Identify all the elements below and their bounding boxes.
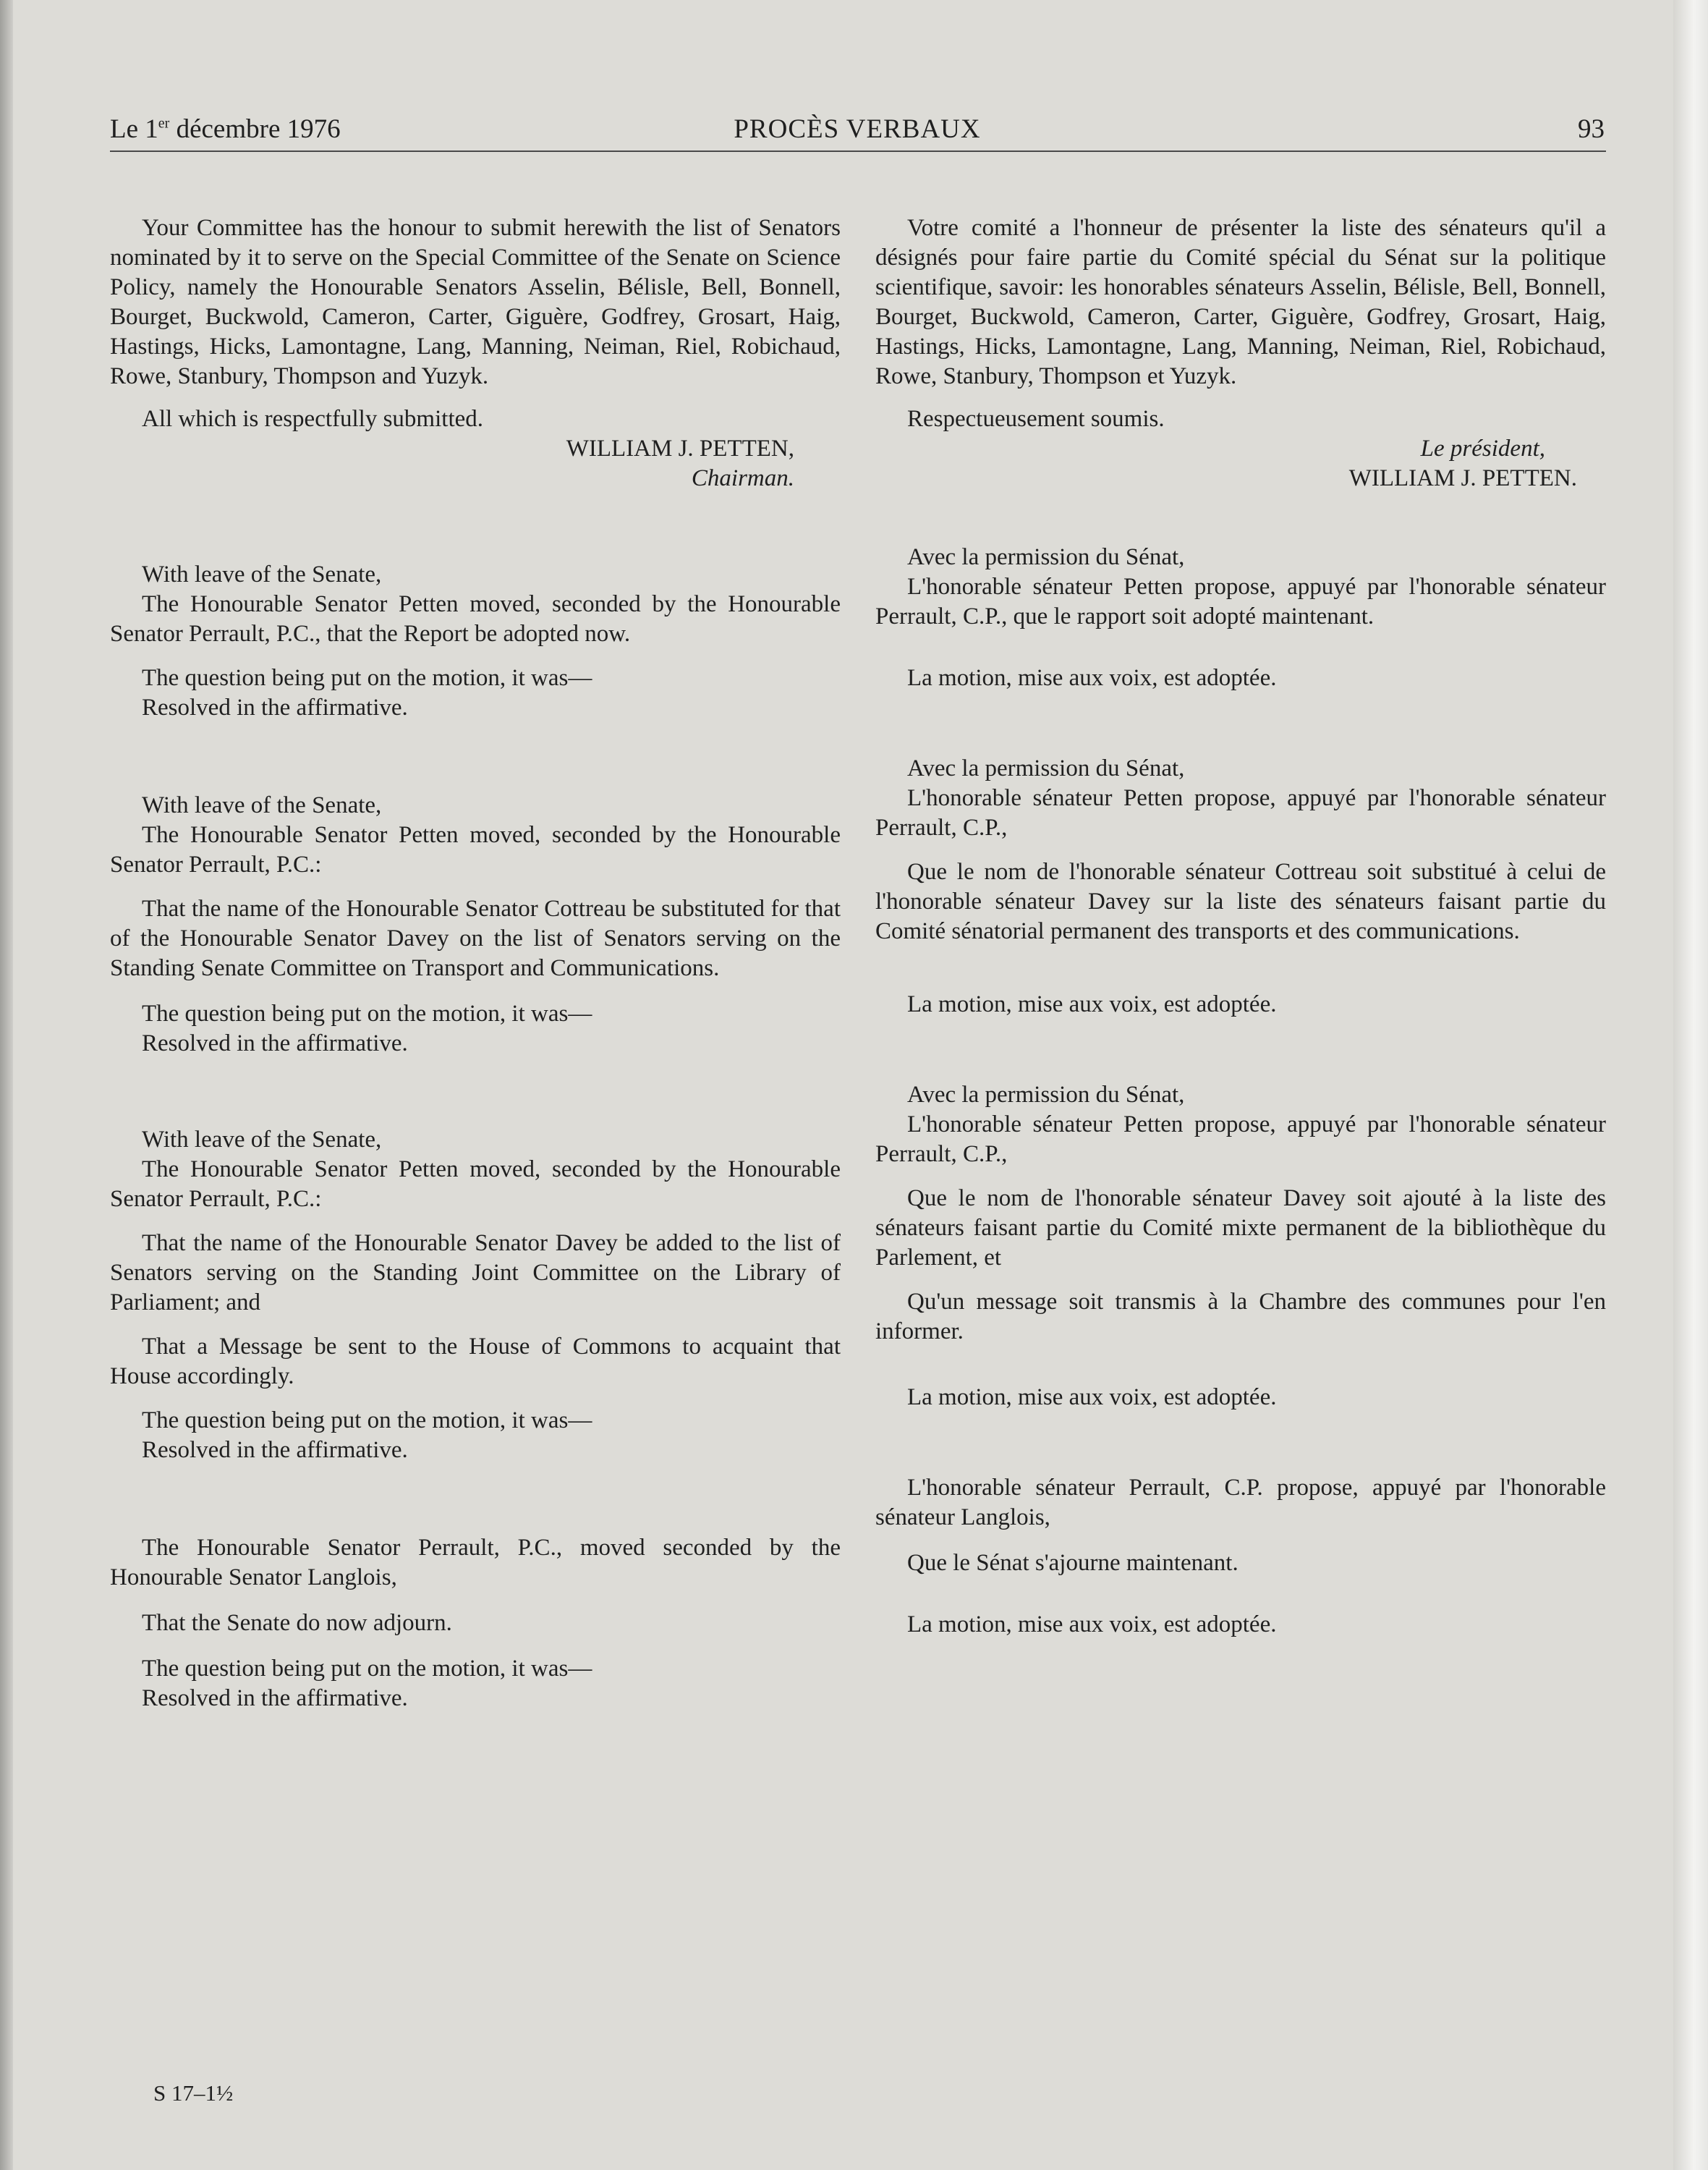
motion2-moved-en: The Honourable Senator Petten moved, seconded by the Honourable Senator Perrault, P.C.:	[110, 822, 841, 878]
motion3-that2-en: That a Message be sent to the House of Commons to acquaint that House accordingly.	[110, 1334, 841, 1389]
motion3-question-en: The question being put on the motion, it was—	[142, 1407, 592, 1433]
english-column	[110, 213, 841, 1713]
motion3-that1-fr: Que le nom de l'honorable sénateur Davey soit ajouté à la liste des sénateurs faisant partie du Comité mixte permanent de la bibliothèque du Parlement, et	[875, 1185, 1606, 1271]
motion4-question-en: The question being put on the motion, it was—	[142, 1656, 592, 1682]
motion2-question-en: The question being put on the motion, it was—	[142, 1001, 592, 1027]
motion3-leave-en: With leave of the Senate,	[142, 1127, 382, 1153]
motion2-leave-en: With leave of the Senate,	[142, 792, 382, 818]
header-rule	[110, 151, 1606, 152]
motion2-moved-fr: L'honorable sénateur Petten propose, appuyé par l'honorable sénateur Perrault, C.P.,	[875, 785, 1606, 841]
page-header	[110, 107, 1605, 152]
page-edge-right	[1673, 0, 1708, 2170]
motion4-result-fr: La motion, mise aux voix, est adoptée.	[907, 1611, 1277, 1637]
motion4-that-en: That the Senate do now adjourn.	[142, 1610, 452, 1636]
motion1-leave-fr: Avec la permission du Sénat,	[907, 544, 1185, 570]
motion3-that2-fr: Qu'un message soit transmis à la Chambre des communes pour l'en informer.	[875, 1289, 1606, 1344]
motion1-moved-en: The Honourable Senator Petten moved, seconded by the Honourable Senator Perrault, P.C., that the Report be adopted now.	[110, 591, 841, 647]
signer-en: WILLIAM J. PETTEN,	[566, 436, 794, 462]
header-title: PROCÈS VERBAUX	[734, 114, 981, 144]
signature-mark: S 17–1½	[153, 2080, 234, 2106]
signer-title-en: Chairman.	[691, 465, 794, 491]
page-number: 93	[1578, 114, 1605, 144]
french-column	[875, 213, 1606, 1640]
motion1-result-fr: La motion, mise aux voix, est adoptée.	[907, 665, 1277, 691]
motion4-moved-fr: L'honorable sénateur Perrault, C.P. propose, appuyé par l'honorable sénateur Langlois,	[875, 1475, 1606, 1530]
page-shadow-left	[0, 0, 13, 2170]
motion1-resolved-en: Resolved in the affirmative.	[142, 695, 408, 721]
motion3-leave-fr: Avec la permission du Sénat,	[907, 1082, 1185, 1108]
motion4-moved-en: The Honourable Senator Perrault, P.C., moved seconded by the Honourable Senator Langlois,	[110, 1535, 841, 1590]
motion1-question-en: The question being put on the motion, it was—	[142, 665, 592, 691]
submitted-en: All which is respectfully submitted.	[142, 406, 484, 432]
submitted-fr: Respectueusement soumis.	[907, 406, 1165, 432]
motion4-resolved-en: Resolved in the affirmative.	[142, 1685, 408, 1711]
committee-report-fr: Votre comité a l'honneur de présenter la liste des sénateurs qu'il a désignés pour faire partie du Comité spécial du Sénat sur la politique scientifique, savoir: les honorables sénateurs Asselin, Bélisle, Bell, Bonnell, Bourget, Buckwold, Cameron, Carter, Giguère, Godfrey, Grosart, Haig, Hastings, Hicks, Lamontagne, Lang, Manning, Neiman, Riel, Robichaud, Rowe, Stanbury, Thompson et Yuzyk.	[875, 215, 1606, 389]
motion4-that-fr: Que le Sénat s'ajourne maintenant.	[907, 1550, 1238, 1576]
motion1-moved-fr: L'honorable sénateur Petten propose, appuyé par l'honorable sénateur Perrault, C.P., que le rapport soit adopté maintenant.	[875, 574, 1606, 630]
motion2-that-en: That the name of the Honourable Senator Cottreau be substituted for that of the Honourable Senator Davey on the list of Senators serving on the Standing Senate Committee on Transport and Communications.	[110, 896, 841, 981]
motion2-leave-fr: Avec la permission du Sénat,	[907, 755, 1185, 781]
motion3-that1-en: That the name of the Honourable Senator Davey be added to the list of Senators serving on the Standing Joint Committee on the Library of Parliament; and	[110, 1230, 841, 1315]
motion1-leave-en: With leave of the Senate,	[142, 561, 382, 588]
header-date: Le 1er décembre 1976	[110, 114, 341, 144]
signer-fr: WILLIAM J. PETTEN.	[1348, 465, 1577, 491]
motion2-that-fr: Que le nom de l'honorable sénateur Cottreau soit substitué à celui de l'honorable sénateur Davey sur la liste des sénateurs faisant partie du Comité sénatorial permanent des transports et des communications.	[875, 859, 1606, 944]
committee-report-en: Your Committee has the honour to submit herewith the list of Senators nominated by it to serve on the Special Committee of the Senate on Science Policy, namely the Honourable Senators Asselin, Bélisle, Bell, Bonnell, Bourget, Buckwold, Cameron, Carter, Giguère, Godfrey, Grosart, Haig, Hastings, Hicks, Lamontagne, Lang, Manning, Neiman, Riel, Robichaud, Rowe, Stanbury, Thompson and Yuzyk.	[110, 215, 841, 389]
motion3-resolved-en: Resolved in the affirmative.	[142, 1437, 408, 1463]
signer-title-fr: Le président,	[1420, 436, 1545, 462]
motion3-moved-en: The Honourable Senator Petten moved, seconded by the Honourable Senator Perrault, P.C.:	[110, 1156, 841, 1212]
motion3-moved-fr: L'honorable sénateur Petten propose, appuyé par l'honorable sénateur Perrault, C.P.,	[875, 1111, 1606, 1167]
motion2-resolved-en: Resolved in the affirmative.	[142, 1030, 408, 1056]
motion2-result-fr: La motion, mise aux voix, est adoptée.	[907, 991, 1277, 1017]
motion3-result-fr: La motion, mise aux voix, est adoptée.	[907, 1384, 1277, 1410]
